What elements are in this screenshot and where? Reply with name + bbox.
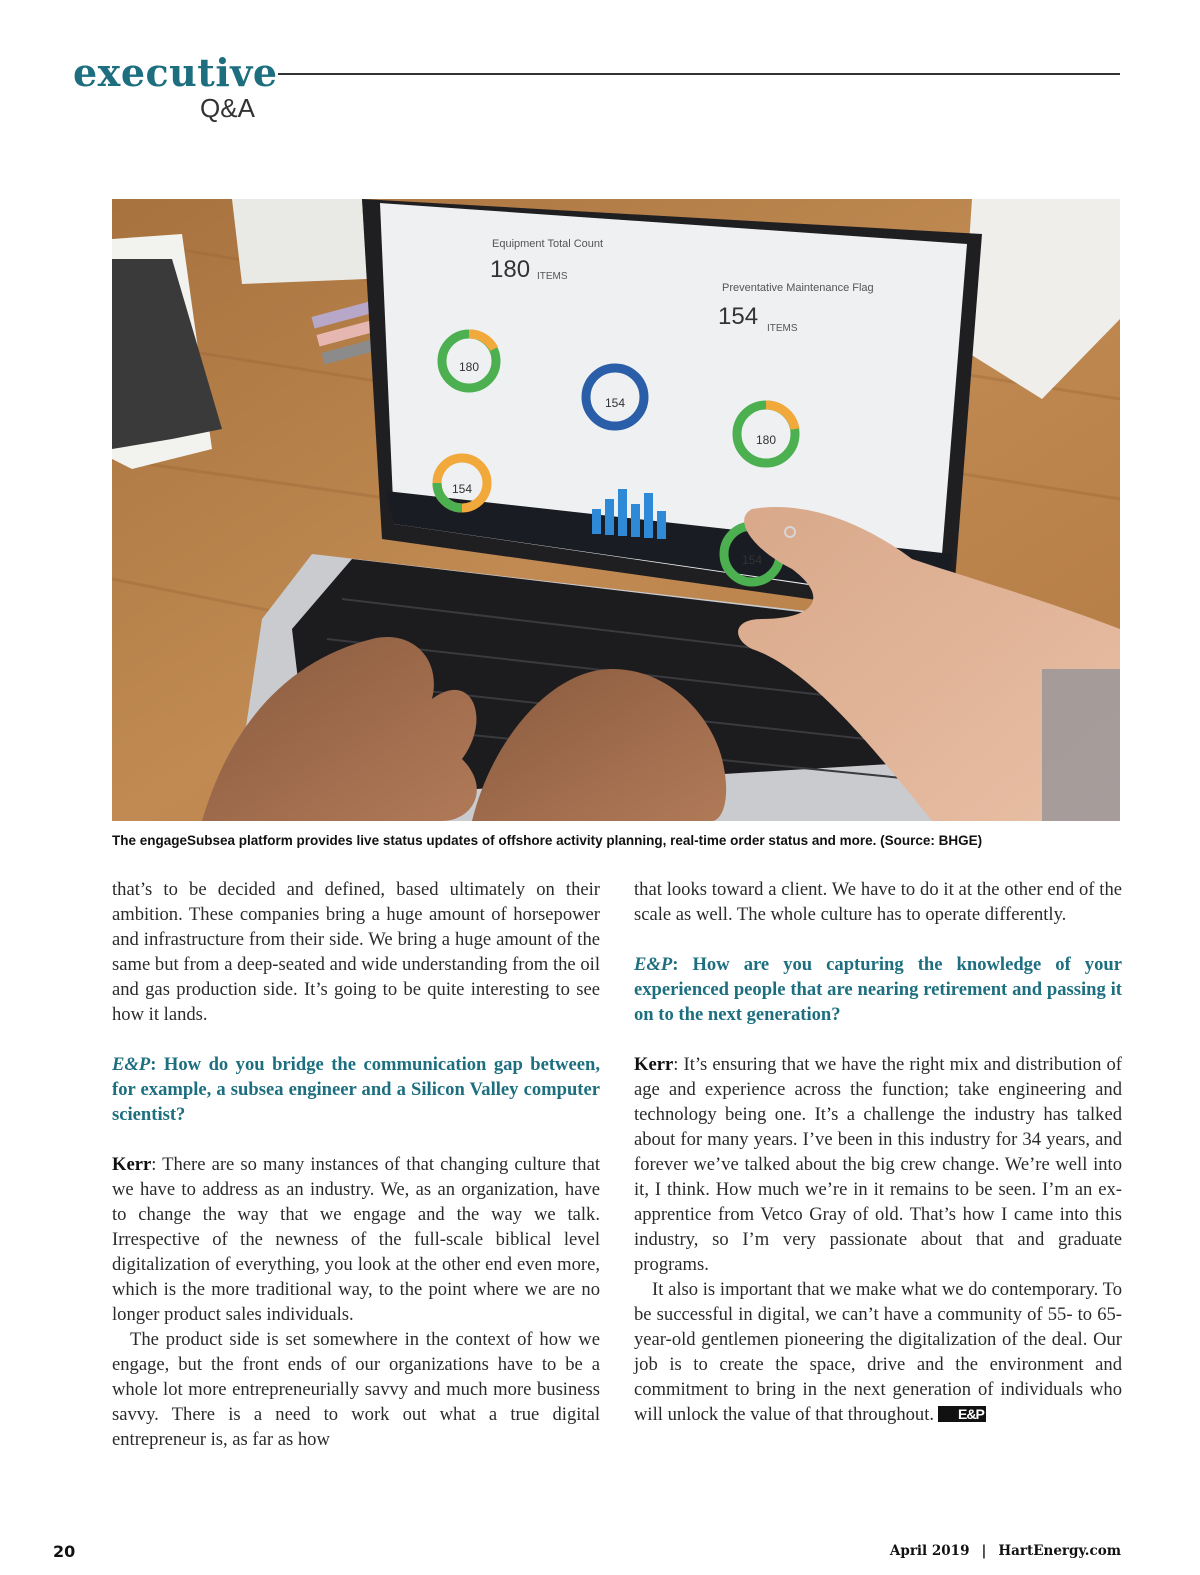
- body-paragraph: The product side is set somewhere in the context of how we engage, but the front ends of our organizations have to be a whole lot more entrepreneurially savvy and much more business savvy. There is a need to work out what a true digital entrepreneur is, as far as how: [112, 1329, 600, 1450]
- body-paragraph: [634, 1277, 1122, 1427]
- footer-info: [890, 1543, 1121, 1559]
- answer-text: : It’s ensuring that we have the right mix and distribution of age and experience across the function; take engineering and technology being one. It’s a challenge the industry has talked about for many years. I’ve been in this industry for 34 years, and forever we’ve talked about the big crew change. We’re well into it, I think. How much we’re in it remains to be seen. I’m an ex-apprentice from Vetco Gray of old. That’s how I came into this industry, so I’m very passionate about that and graduate programs.: [634, 1054, 1122, 1275]
- answer-text: : There are so many instances of that changing culture that we have to address as an industry. We, as an organization, have to change the way that we engage and the way we talk. Irrespective of the newness of the full-scale biblical level digitalization of everything, you look at the other end even more, which is the more traditional way, to the point where we are no longer product sales individuals.: [112, 1154, 600, 1325]
- question-text: : How are you capturing the knowledge of your experienced people that are nearing retirement and passing it on to the next generation?: [634, 954, 1122, 1025]
- section-subtitle: Q&A: [200, 93, 255, 123]
- issue-date: April 2019: [889, 1543, 970, 1559]
- interview-answer: [634, 1052, 1122, 1277]
- body-paragraph: that’s to be decided and defined, based ultimately on their ambition. These companies bring a huge amount of horsepower and infrastructure from their side. We bring a huge amount of the same but from a deep-seated and wide understanding from the oil and gas production side. It’s going to be quite interesting to see how it lands.: [112, 879, 600, 1025]
- question-label: E&P: [112, 1054, 151, 1075]
- question-text: : How do you bridge the communication gap between, for example, a subsea engineer and a Silicon Valley computer scientist?: [112, 1054, 600, 1125]
- closing-paragraph-text: It also is important that we make what we do contemporary. To be successful in digital, we can’t have a community of 55- to 65-year-old gentlemen pioneering the digitalization of the deal. Our job is to create the space, drive and the environment and commitment to bring in the next generation of individuals who will unlock the value of that throughout.: [634, 1279, 1122, 1425]
- kpi-value-2: 154: [718, 303, 759, 330]
- kpi-unit-2: ITEMS: [767, 323, 798, 334]
- left-column: [112, 877, 600, 1452]
- donut-value-3: 180: [755, 433, 777, 447]
- donut-value-2: 154: [604, 396, 626, 410]
- section-title: executive: [73, 50, 278, 95]
- interview-question: [112, 1052, 600, 1127]
- speaker-name: Kerr: [634, 1054, 674, 1075]
- donut-value-4: 154: [451, 482, 473, 496]
- donut-value-1: 180: [458, 360, 480, 374]
- speaker-name: Kerr: [112, 1154, 152, 1175]
- question-label: E&P: [634, 954, 673, 975]
- article-photo: [112, 199, 1120, 821]
- page-number: 20: [53, 1542, 76, 1561]
- interview-answer: [112, 1152, 600, 1327]
- kpi-title-2: Preventative Maintenance Flag: [722, 282, 874, 294]
- header-rule: [278, 73, 1120, 75]
- kpi-value-1: 180: [490, 256, 531, 283]
- donut-value-5: 154: [741, 553, 763, 567]
- body-paragraph: that looks toward a client. We have to do it at the other end of the scale as well. The whole culture has to operate differently.: [634, 879, 1122, 925]
- interview-question: [634, 952, 1122, 1027]
- footer-separator: |: [981, 1543, 987, 1559]
- kpi-unit-1: ITEMS: [537, 271, 568, 282]
- laptop-photo-illustration: [112, 199, 1120, 821]
- website: HartEnergy.com: [998, 1543, 1121, 1559]
- kpi-title-1: Equipment Total Count: [492, 238, 604, 250]
- right-column: [634, 877, 1122, 1427]
- end-mark-logo: E&P: [938, 1406, 986, 1422]
- photo-caption: The engageSubsea platform provides live status updates of offshore activity planning, real-time order status and more. (Source: BHGE): [112, 833, 983, 848]
